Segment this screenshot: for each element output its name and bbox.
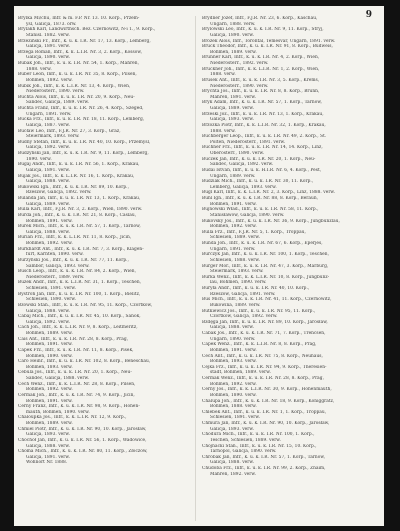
entry-continuation: Böhmen, 1891. verw. bbox=[210, 347, 257, 353]
entry-continuation: Galicja, 1888. verw. bbox=[26, 179, 70, 185]
entry-continuation: Böhmen, 1892. verw. bbox=[210, 381, 257, 387]
entry-continuation: Galicja, 1889. verw. bbox=[26, 201, 70, 207]
entry-line: Busch Leop., Infr., k. u. k. I.R. Nr. 84, 2. Korp., Wien, bbox=[18, 269, 136, 275]
entry-line: Capek Frz., Infr., k. u. k. I.R. Nr. 11, 8. Korp., Písek, bbox=[18, 347, 134, 353]
entry-continuation: Böhmen, 1892. verw. bbox=[26, 241, 73, 246]
entry-continuation: Schlesien, 1890. verw. bbox=[26, 297, 76, 303]
entry-line: Chrobak Jan, Infr., k. u. k. I.R. Nr. 57, 1. Korp., Tarnów, bbox=[202, 454, 326, 460]
entry-line: Bukovský Jos., Infr., k. u. k. I.R. Nr. 36, 9. Korp., Jungbunzlau, bbox=[202, 218, 340, 224]
entry-line: Burger Mor., Infr., k. u. k. I.R. Nr. 47, 3. Korp., Marburg, bbox=[202, 263, 329, 269]
entry-continuation: Galicja, 1892. verw. bbox=[26, 145, 70, 151]
entry-continuation: 1888. verw. bbox=[210, 72, 236, 78]
entry-continuation: Galicja, 1892. verw. bbox=[26, 319, 70, 325]
entry-continuation: Galicja, 1888. verw. bbox=[26, 443, 70, 449]
entry-continuation: Galicja, 1891. verw. bbox=[26, 454, 70, 460]
entry-line: Burka Wenz., Infr., k. k. L.I.R. Nr. 10, 8. Korp., Jungbunz- bbox=[202, 274, 330, 280]
entry-line: Bunda Joh., Infr., k. u. k. I.R. Nr. 67, 6. Korp., Eperjes, bbox=[202, 241, 323, 246]
entry-continuation: Steiermark, 1893. verw. bbox=[26, 134, 80, 140]
entry-line: Chochół Jan, Infr., k. u. k. I.R. Nr. 56, 1. Korp., Wadowice, bbox=[18, 437, 147, 443]
entry-line: Cabák Jos., Infr., k. u. k. I.R. Nr. 71, 7. Korp., Trencsén, bbox=[202, 331, 326, 336]
entry-line: Cais Ant., Infr., k. u. k. I.R. Nr. 28, 8. Korp., Prag, bbox=[18, 336, 129, 342]
entry-line: Chaloupka Jos., Infr., k. k. L.I.R. Nr. 12, 9. Korp., bbox=[18, 415, 127, 421]
entry-line: Bulanda Jan, Infr., k. u. k. I.R. Nr. 13, 1. Korp., Krakau, bbox=[18, 196, 141, 201]
entry-continuation: 1888. verw. bbox=[26, 66, 52, 72]
entry-line: Caro Heinr., Infr., k. u. k. I.R. Nr. 102, 8. Korp., Beneschau, bbox=[18, 359, 151, 365]
entry-continuation: Schlesien, 1891. verw. bbox=[210, 415, 260, 421]
entry-continuation: Stanisl. 1882. verw. bbox=[26, 32, 70, 38]
entry-continuation: Böhmen, 1890. verw. bbox=[26, 353, 73, 359]
entry-continuation: Böhmen, 1892. verw. bbox=[26, 77, 73, 83]
entry-continuation: lau, Böhmen, 1890. verw. bbox=[210, 280, 267, 286]
entry-line: Cebula Jos., Infr., k. u. k. I.R. Nr. 20, 1. Korp., Neu- bbox=[18, 370, 132, 376]
entry-continuation: Sandec, Galicja, 1889. verw. bbox=[26, 100, 90, 106]
entry-line: Brunner Karl, Infr., k. u. k. I.R. Nr. 4, 2. Korp., Wien, bbox=[202, 55, 320, 61]
entry-line: Buchberger Leop., Infr., k. u. k. I.R. Nr. 49, 2. Korp., St. bbox=[202, 134, 327, 140]
entry-continuation: Stanisławów, Galicja, 1890. verw. bbox=[210, 212, 285, 218]
entry-line: Choma Mich., Infr., k. u. k. I.R. Nr. 80, 11. Korp., Złoczów, bbox=[18, 449, 148, 455]
page-number: 9 bbox=[365, 10, 372, 20]
entry-line: Budai Istvan, Infr., k. u. k. H.I.R. Nr. 6, 4. Korp., Pest, bbox=[202, 167, 322, 173]
entry-continuation: Mähren, 1891. verw. bbox=[210, 94, 256, 100]
entry-line: Bubik Joh., Infr., k. k. L.I.R. Nr. 13, 4. Korp., Wien, bbox=[18, 83, 131, 89]
entry-continuation: Galicja, 1888. verw. bbox=[26, 229, 70, 235]
entry-continuation: Böhmen, 1889. verw. bbox=[26, 421, 73, 426]
entry-line: Bulla Karl, Infr., F.J.R. Nr. 3, 2. Korp., Wien, 1890. verw. bbox=[18, 207, 143, 213]
entry-continuation: Galicja, 1891. verw. bbox=[26, 167, 70, 173]
entry-line: Bulla Frz., Infr., F.J.R. Nr. 5, 1. Korp., Troppau, bbox=[202, 229, 306, 235]
entry-continuation: Mähren, 1892. verw. bbox=[210, 471, 256, 477]
entry-continuation: Lemberg, Galicja, 1893. verw. bbox=[210, 184, 277, 190]
entry-line: Bukowski Ign., Infr., k. u. k. I.R. Nr. 89, 10. Korp., bbox=[18, 184, 129, 190]
entry-continuation: Galicja, 1893. verw. bbox=[26, 432, 70, 438]
entry-continuation: Ungarn, 1891. verw. bbox=[210, 246, 256, 252]
entry-continuation: Galicja, 1893. verw. bbox=[210, 426, 254, 432]
entry-continuation: Teschen, Schlesien, 1889. verw. bbox=[210, 437, 281, 443]
entry-line: Budzyński Jan, Infr., k. u. k. I.R. Nr. 9, 11. Korp., Lemberg, bbox=[18, 151, 149, 156]
entry-line: Čejka Frz., Infr., k. u. k. I.R. Nr. 94, 9. Korp., Theresien- bbox=[202, 364, 327, 370]
entry-continuation: Niederösterr., 1890. verw. bbox=[26, 89, 85, 95]
entry-line: Burda Joh., Infr., k. u. k. I.R. Nr. 21, 8. Korp., Čáslau, bbox=[18, 212, 137, 218]
entry-line: Buchta Franz, Infr., k. u. k. I.R. Nr. 26, 4. Korp., Szeged, bbox=[18, 106, 144, 111]
entry-line: Burczyk Jan, Infr., k. u. k. I.R. Nr. 100, 1. Korp., Teschen, bbox=[202, 252, 329, 258]
entry-continuation: Niederösterr., 1890. verw. bbox=[210, 83, 269, 89]
document-page bbox=[14, 6, 384, 526]
entry-line: Burek Mich., Infr., k. u. k. I.R. Nr. 57, 1. Korp., Tarnów, bbox=[18, 224, 141, 230]
entry-line: Cabaj Mich., Infr., k. u. k. I.R. Nr. 45, 10. Korp., Sanok, bbox=[18, 314, 141, 320]
entry-line: Buczek Jan, Infr., k. u. k. I.R. Nr. 20, 1. Korp., Neu- bbox=[202, 156, 316, 162]
entry-continuation: Böhmen, 1893. verw. bbox=[26, 364, 73, 370]
entry-line: Chmura Jan, Infr., k. u. k. I.R. Nr. 90, 10. Korp., Jarosław, bbox=[202, 421, 330, 426]
entry-continuation: Galicja, 1891. verw. bbox=[26, 44, 70, 50]
entry-continuation: Schlesien, 1891. verw. bbox=[26, 286, 76, 291]
entry-line: Bystroń Jan, Infr., k. u. k. I.R. Nr. 100, 1. Korp., Bielitz, bbox=[18, 291, 141, 297]
entry-continuation: Böhmen, 1891. verw. bbox=[26, 342, 73, 348]
entry-continuation: Ungarn, 1890. verw. bbox=[210, 336, 256, 342]
entry-continuation: Böhmen, 1891. verw. bbox=[26, 218, 73, 224]
entry-continuation: Galicja, 1888. verw. bbox=[210, 325, 254, 331]
entry-line: Chalupa Joh., Infr., k. u. k. I.R. Nr. 18, 9. Korp., Königgrätz, bbox=[202, 398, 335, 404]
entry-line: Brydner Józef, Infr., F.J.R. Nr. 23, 6. Korp., Kaschau, bbox=[202, 16, 318, 21]
entry-line: Bryk Adam, Infr., k. u. k. I.R. Nr. 57, 1. Korp., Tarnów, bbox=[202, 100, 322, 106]
entry-line: Chlebek Ant., Infr., k. u. k. I.R. Nr. 1, 1. Korp., Troppau, bbox=[202, 409, 327, 415]
right-column bbox=[202, 16, 376, 521]
entry-continuation: Sandec, Galicja, 1888. verw. bbox=[26, 376, 90, 381]
entry-line: Bzowski Stan., Infr., k. u. k. I.R. Nr. 95, 11. Korp., Czortków, bbox=[18, 302, 153, 308]
entry-continuation: Wohnort Nr. 1888. bbox=[26, 460, 68, 466]
entry-line: Chodura Mich., Infr., k. u. k. I.R. Nr. 100, 1. Korp., bbox=[202, 432, 315, 438]
entry-line: Cerny Franz, Infr., k. u. k. I.R. Nr. 98, 9. Korp., Hohen- bbox=[18, 404, 140, 410]
entry-continuation: yśl, Galicja, 1873. orw. bbox=[26, 21, 77, 27]
entry-line: Buhl Ign., Infr., k. u. k. I.R. Nr. 88, 8. Korp., Beraun, bbox=[202, 196, 319, 201]
entry-continuation: Rzeszów, Galicja, 1892. verw. bbox=[26, 190, 92, 196]
entry-continuation: Böhmen, 1892. verw. bbox=[26, 387, 73, 393]
entry-line: Buryła Andr., Infr., k. u. k. I.R. Nr. 40, 10. Korp., bbox=[202, 286, 310, 291]
entry-line: Brylakh Karl, Landwirthsch. Bez. Czernowitz, N-i 1., 9. Korp., bbox=[18, 27, 156, 33]
entry-continuation: Galicja, 1890. verw. bbox=[26, 55, 70, 61]
entry-continuation: Niederösterr., 1889. verw. bbox=[26, 274, 85, 280]
entry-line: Brychta Jos., Infr., k. u. k. I.R. Nr. 8, 8. Korp., Brünn, bbox=[202, 89, 320, 95]
entry-continuation: Böhmen, 1893. verw. bbox=[210, 359, 257, 365]
entry-continuation: Ungarn, 1888. verw. bbox=[210, 21, 256, 27]
entry-line: Bugl Karl, Infr., k. k. L.I.R. Nr. 2, 3. Korp., Linz, 1888. verw. bbox=[202, 190, 336, 196]
entry-continuation: Galicja, 1888. verw. bbox=[26, 308, 70, 314]
entry-line: Brzózka Piotr, Infr., k. k. L.I.R. Nr. 32, 1. Korp., Krakau, bbox=[202, 122, 326, 128]
entry-line: Brzeski Józ., Infr., k. u. k. I.R. Nr. 13, 1. Korp., Krakau, bbox=[202, 111, 324, 117]
entry-continuation: Czortków, Galicja, 1892. verw. bbox=[210, 314, 278, 320]
entry-continuation: Galicja, 1887. verw. bbox=[26, 122, 70, 128]
entry-continuation: Schlesien, 1888. verw. bbox=[210, 257, 260, 263]
entry-line: Butkiewicz Jos., Infr., k. u. k. I.R. Nr. 95, 11. Korp., bbox=[202, 308, 316, 314]
entry-continuation: Sandec, Galicja, 1892. verw. bbox=[210, 162, 274, 168]
entry-line: Bzdęga Jan, Infr., k. u. k. I.R. Nr. 89, 10. Korp., Jarosław, bbox=[202, 319, 328, 325]
entry-continuation: Galicja, 1889. verw. bbox=[210, 106, 254, 111]
entry-line: Budziak Mich., Infr., k. u. k. I.R. Nr. 30, 11. Korp., bbox=[202, 179, 314, 185]
entry-line: Buchner Frz., Infr., k. u. k. I.R. Nr. 14, 14. Korp., Linz, bbox=[202, 145, 323, 151]
entry-line: Bujak Jos., Infr., k. k. L.I.R. Nr. 16, 1. Korp., Krakau, bbox=[18, 173, 135, 179]
entry-continuation: Sambor, Galicja, 1893. verw. bbox=[26, 263, 90, 269]
entry-line: Bubak Joh., Infr., k. u. k. I.R. Nr. 54, 1. Korp., Mähren, bbox=[18, 61, 139, 66]
entry-line: Brylowski Leo, Infr., k. u. k. I.R. Nr. 9, 11. Korp., Stryj, bbox=[202, 27, 324, 33]
entry-continuation: Ungarn, 1889. verw. bbox=[210, 173, 256, 179]
entry-continuation: Niederösterr., 1892. verw. bbox=[210, 61, 269, 66]
entry-line: Brusek Ant., Infr., k. u. k. I.R. Nr. 3, 5. Korp., Krems, bbox=[202, 77, 320, 83]
entry-line: Bucław Leo, Infr., F.J.R. Nr. 27, 3. Korp., Graz, bbox=[18, 128, 121, 134]
entry-line: Bruck Theodor, Infr., k. u. k. I.R. Nr. 91, 8. Korp., Budweis, bbox=[202, 44, 333, 50]
entry-line: Buchta Alois, Infr., k. u. k. I.R. Nr. 20, 9. Korp., Neu- bbox=[18, 94, 135, 100]
column-divider bbox=[195, 16, 196, 521]
entry-line: Čermák Wenz., Infr., k. u. k. I.R. Nr. 28, 8. Korp., Prag, bbox=[202, 376, 325, 381]
entry-line: Brzeziński Fr., Infr., k. u. k. I.R. Nr. 17, 13. Korp., Lemberg, bbox=[18, 38, 151, 44]
entry-continuation: Steiermark, 1893. verw. bbox=[210, 269, 264, 275]
entry-line: Chudoba Frz., Infr., k. u. k. I.R. Nr. 99, 2. Korp., Znaim, bbox=[202, 466, 326, 471]
entry-continuation: Rzeszów, Galicja, 1891. verw. bbox=[210, 291, 276, 297]
entry-line: Čapek Wenz., Infr., k. k. L.I.R. Nr. 8, 8. Korp., Prag, bbox=[202, 342, 317, 348]
entry-line: Brożek Alois, Infr., Torontal, Temesvár, Ungarn, 1891. verw. bbox=[202, 38, 336, 44]
entry-line: Chojnacki Stan., Infr., k. u. k. I.R. Nr. 15, 10. Korp., bbox=[202, 443, 317, 449]
entry-line: Burian Frz., Infr., k. k. L.I.R. Nr. 11, 8. Korp., Jičín, bbox=[18, 235, 132, 241]
entry-continuation: mauth, Böhmen, 1890. verw. bbox=[26, 409, 90, 415]
entry-line: Bugaj Andr., Infr., k. u. k. I.R. Nr. 56, 1. Korp., Krakau, bbox=[18, 162, 140, 168]
entry-continuation: stadt, Böhmen, 1889. verw. bbox=[210, 370, 271, 376]
entry-continuation: Galicja, 1888. verw. bbox=[210, 460, 254, 466]
entry-line: Cach Joh., Infr., k. k. L.I.R. Nr. 9, 8. Korp., Leitmeritz, bbox=[18, 325, 138, 331]
entry-line: Budny Stefan, Infr., k. u. k. I.R. Nr. 40, 10. Korp., Przemyśl, bbox=[18, 139, 151, 145]
entry-line: Cech Wenz., Infr., k. k. L.I.R. Nr. 28, 8. Korp., Pilsen, bbox=[18, 381, 136, 387]
entry-continuation: Pölten, Niederösterr., 1891. verw. bbox=[210, 139, 286, 145]
entry-line: Burkhardt Ant., Infr., k. u. k. I.R. Nr. 7, 3. Korp., Klagen- bbox=[18, 246, 144, 252]
entry-line: Brzega Roman, Infr., k. k. L.I.R. Nr. 3, 2. Korp., Kossów, bbox=[18, 49, 143, 55]
entry-continuation: Oberösterr., 1890. verw. bbox=[210, 151, 265, 156]
entry-continuation: Böhmen, 1890. verw. bbox=[210, 392, 257, 398]
entry-continuation: Schlesien, 1889. verw. bbox=[210, 235, 260, 241]
entry-line: Bruckner Joh., Infr., k. k. L.I.R. Nr. 1, 2. Korp., Wien, bbox=[202, 66, 320, 72]
entry-line: Bucka Frz., Infr., k. u. k. I.R. Nr. 18, 11. Korp., Lemberg, bbox=[18, 117, 145, 123]
entry-continuation: Böhmen, 1891. verw. bbox=[26, 398, 73, 404]
entry-line: Bujnowski Wład., Infr., k. u. k. I.R. Nr. 58, 11. Korp., bbox=[202, 207, 319, 213]
entry-continuation: Böhmen, 1892. verw. bbox=[210, 224, 257, 230]
entry-continuation: Böhmen, 1889. verw. bbox=[210, 49, 257, 55]
entry-line: Chmiel Piotr, Infr., k. u. k. I.R. Nr. 90, 10. Korp., Jarosław, bbox=[18, 426, 147, 432]
entry-continuation: 1888. verw. bbox=[210, 128, 236, 134]
entry-continuation: Tarnopol, Galicja, 1890. verw. bbox=[210, 449, 277, 455]
entry-line: Čermák Joh., Infr., k. u. k. I.R. Nr. 74, 9. Korp., Jičín, bbox=[18, 392, 135, 398]
entry-continuation: Bukowina, 1889. verw. bbox=[210, 302, 261, 308]
entry-continuation: Böhmen, 1888. verw. bbox=[210, 404, 257, 410]
entry-continuation: furt, Kärnten, 1890. verw. bbox=[26, 252, 84, 258]
left-column bbox=[18, 16, 192, 521]
entry-continuation: Ungarn, 1891. verw. bbox=[26, 111, 72, 117]
entry-line: Černý Jos., Infr., k. k. L.I.R. Nr. 30, 9. Korp., Hohenmauth, bbox=[202, 387, 332, 393]
entry-line: Buzek Andr., Infr., k. k. L.I.R. Nr. 31, 1. Korp., Teschen, bbox=[18, 280, 142, 286]
entry-line: Burzyński Jos., Infr., k. u. k. I.R. Nr. 77, 11. Korp., bbox=[18, 257, 129, 263]
entry-continuation: Galicja, 1893. verw. bbox=[210, 117, 254, 123]
entry-continuation: Böhmen, 1889. verw. bbox=[26, 331, 73, 336]
entry-continuation: Böhmen, 1891. verw. bbox=[210, 201, 257, 207]
entry-line: Buś Mich., Infr., k. u. k. I.R. Nr. 41, 11. Korp., Czernowitz, bbox=[202, 297, 332, 303]
entry-continuation: Galicja, 1890. verw. bbox=[210, 32, 254, 38]
entry-continuation: 1890. verw. bbox=[26, 156, 52, 162]
entry-line: Cech Ant., Infr., k. u. k. I.R. Nr. 75, 8. Korp., Neuhaus, bbox=[202, 353, 323, 359]
entry-line: Brylka Mi/chu, Infr. & m. F.P. Nr. 13. 10. Korp., Przem- bbox=[18, 16, 140, 21]
entry-line: Buber Leon, Infr., k. u. k. I.R. Nr. 35, 8. Korp., Pilsen, bbox=[18, 72, 137, 78]
